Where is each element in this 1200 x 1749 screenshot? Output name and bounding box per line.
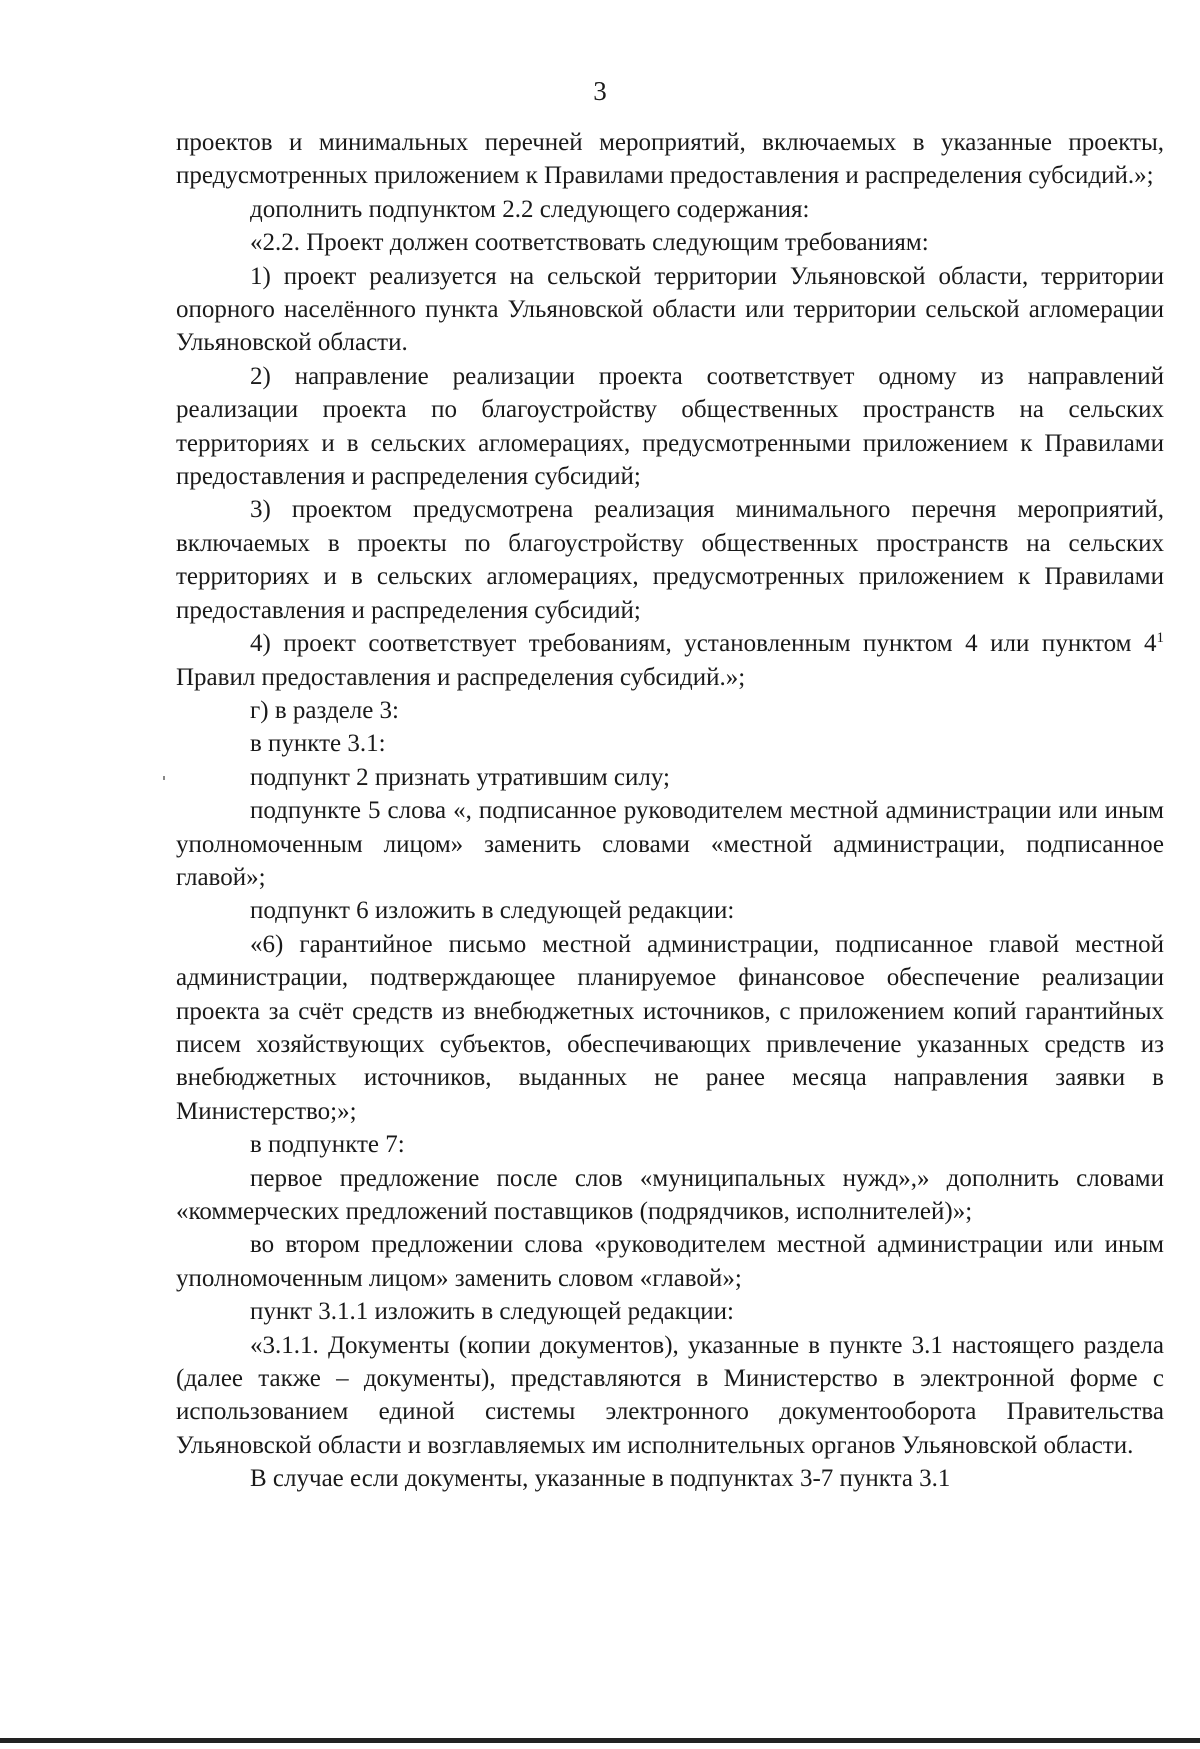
paragraph-subpoint-6-intro: подпункт 6 изложить в следующей редакции:: [250, 897, 735, 925]
superscript-index: 1: [1156, 630, 1164, 647]
document-body: [176, 126, 1164, 1496]
bottom-border-line: [0, 1738, 1200, 1743]
paragraph-item-4-text-after: Правил предоставления и распределения субсидий.»;: [176, 663, 746, 691]
paragraph-item-4-text-before: 4) проект соответствует требованиям, установленным пунктом 4 или пунктом 4: [250, 630, 1157, 658]
paragraph-second-sentence: во втором предложении слова «руководителем местной администрации или иным уполномоченным лицом» заменить словом «главой»;: [176, 1231, 1164, 1292]
paragraph-subpoint-6-text: «6) гарантийное письмо местной администрации, подписанное главой местной администрации, подтверждающее планируемое финансовое обеспечение реализации проекта за счёт средств из внебюджетных источников, с приложением копий гарантийных писем хозяйствующих субъектов, обеспечивающих привлечение указанных средств из внебюджетных источников, выданных не ранее месяца направления заявки в Министерство;»;: [176, 930, 1164, 1125]
paragraph-item-4: [176, 627, 1164, 694]
paragraph-point-3-1: в пункте 3.1:: [250, 730, 386, 758]
paragraph-clause-2-2: «2.2. Проект должен соответствовать следующим требованиям:: [250, 229, 929, 257]
paragraph-section-3: г) в разделе 3:: [250, 696, 399, 724]
paragraph-point-3-1-1-text: «3.1.1. Документы (копии документов), указанные в пункте 3.1 настоящего раздела (далее также – документы), представляются в Министерство в электронной форме с использованием единой системы электронного документооборота Правительства Ульяновской области и возглавляемых им исполнительных органов Ульяновской области.: [176, 1331, 1164, 1459]
paragraph-add-subclause: дополнить подпунктом 2.2 следующего содержания:: [250, 195, 810, 223]
paragraph-item-2: 2) направление реализации проекта соответствует одному из направлений реализации проекта по благоустройству общественных пространств на сельских территориях и в сельских агломерациях, предусмотренными приложением к Правилами предоставления и распределения субсидий;: [176, 362, 1164, 491]
paragraph-point-3-1-1-intro: пункт 3.1.1 изложить в следующей редакции:: [250, 1298, 734, 1326]
paragraph-subpoint-5: подпункте 5 слова «, подписанное руководителем местной администрации или иным уполномоченным лицом» заменить словами «местной администрации, подписанное главой»;: [176, 797, 1164, 891]
scan-artifact-mark: [163, 776, 165, 780]
paragraph-continuation: проектов и минимальных перечней мероприятий, включаемых в указанные проекты, предусмотренных приложением к Правилами предоставления и распределения субсидий.»;: [176, 129, 1164, 190]
paragraph-subpoint-7: в подпункте 7:: [250, 1131, 405, 1159]
paragraph-item-3: 3) проектом предусмотрена реализация минимального перечня мероприятий, включаемых в проекты по благоустройству общественных пространств на сельских территориях и в сельских агломерациях, предусмотренных приложением к Правилами предоставления и распределения субсидий;: [176, 496, 1164, 624]
paragraph-subpoint-2: подпункт 2 признать утратившим силу;: [250, 763, 670, 791]
paragraph-first-sentence: первое предложение после слов «муниципальных нужд»,» дополнить словами «коммерческих предложений поставщиков (подрядчиков, исполнителей)»;: [176, 1164, 1164, 1225]
paragraph-final-line: В случае если документы, указанные в подпунктах 3-7 пункта 3.1: [250, 1465, 951, 1493]
page-number: 3: [593, 76, 607, 106]
paragraph-item-1: 1) проект реализуется на сельской территории Ульяновской области, территории опорного населённого пункта Ульяновской области или территории сельской агломерации Ульяновской области.: [176, 262, 1164, 357]
